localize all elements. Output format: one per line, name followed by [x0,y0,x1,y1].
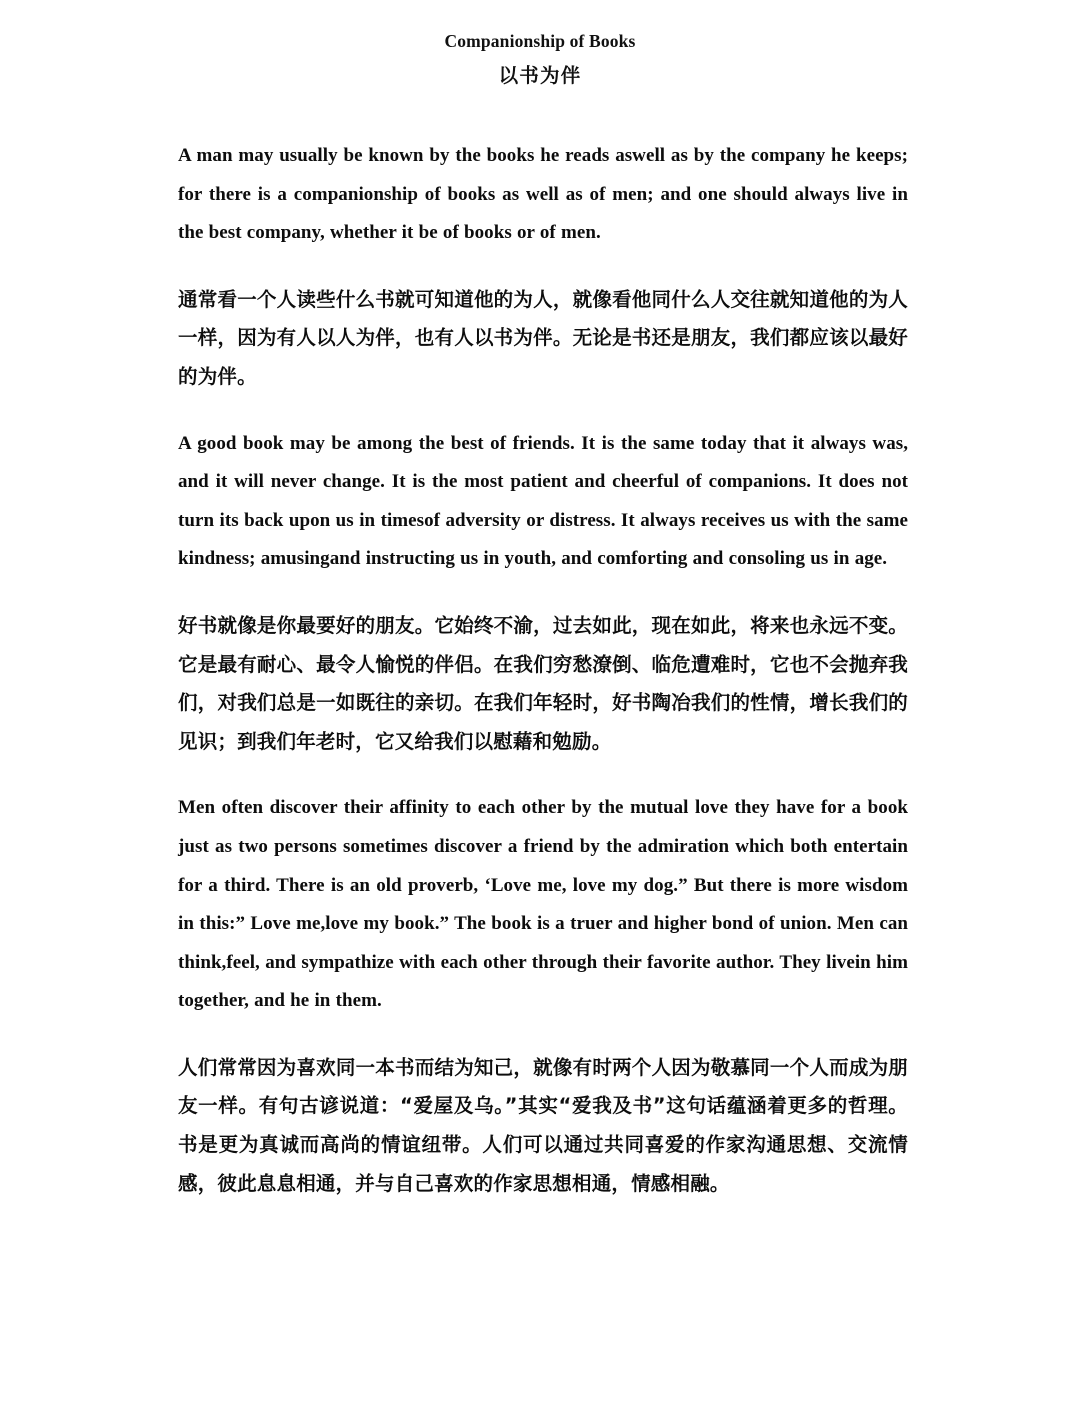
paragraph-en-2: A good book may be among the best of friends. It is the same today that it always was, and it will never change. It is the most patient and cheerful of companions. It does not turn its back upon us in timesof adversity or distress. It always receives us with the same kindness; amusingand instructing us in youth, and comforting and consoling us in age. [178,432,908,570]
paragraph-zh-2: 好书就像是你最要好的朋友。它始终不渝，过去如此，现在如此，将来也永远不变。它是最有耐心、最令人愉悦的伴侣。在我们穷愁潦倒、临危遭难时，它也不会抛弃我们，对我们总是一如既往的亲切。在我们年轻时，好书陶冶我们的性情，增长我们的见识；到我们年老时，它又给我们以慰藉和勉励。 [178,613,908,753]
paragraph-en-1: A man may usually be known by the books he reads aswell as by the company he keeps; for there is a companionship of books as well as of men; and one should always live in the best company, whether it be of books or of men. [178,145,908,244]
paragraph-zh-3: 人们常常因为喜欢同一本书而结为知己，就像有时两个人因为敬慕同一个人而成为朋友一样。有句古谚说道：“爱屋及乌。”其实“爱我及书”这句话蕴涵着更多的哲理。书是更为真诚而高尚的情谊纽带。人们可以通过共同喜爱的作家沟通思想、交流情感，彼此息息相通，并与自己喜欢的作家思想相通，情感相融。 [178,1055,908,1195]
document-header [0,0,1080,92]
page-title: Companionship of Books [444,31,636,51]
paragraph-en-3: Men often discover their affinity to each other by the mutual love they have for a book just as two persons sometimes discover a friend by the admiration which both entertain for a third. There is an old proverb, ‘Love me, love my dog.” But there is more wisdom in this:” Love me,love my book.” The book is a truer and higher bond of union. Men can think,feel, and sympathize with each other through their favorite author. They livein him together, and he in them. [178,797,908,1012]
page-subtitle: 以书为伴 [498,64,582,87]
paragraph-zh-1: 通常看一个人读些什么书就可知道他的为人，就像看他同什么人交往就知道他的为人一样，因为有人以人为伴，也有人以书为伴。无论是书还是朋友，我们都应该以最好的为伴。 [178,287,908,388]
document-body [178,92,908,1203]
